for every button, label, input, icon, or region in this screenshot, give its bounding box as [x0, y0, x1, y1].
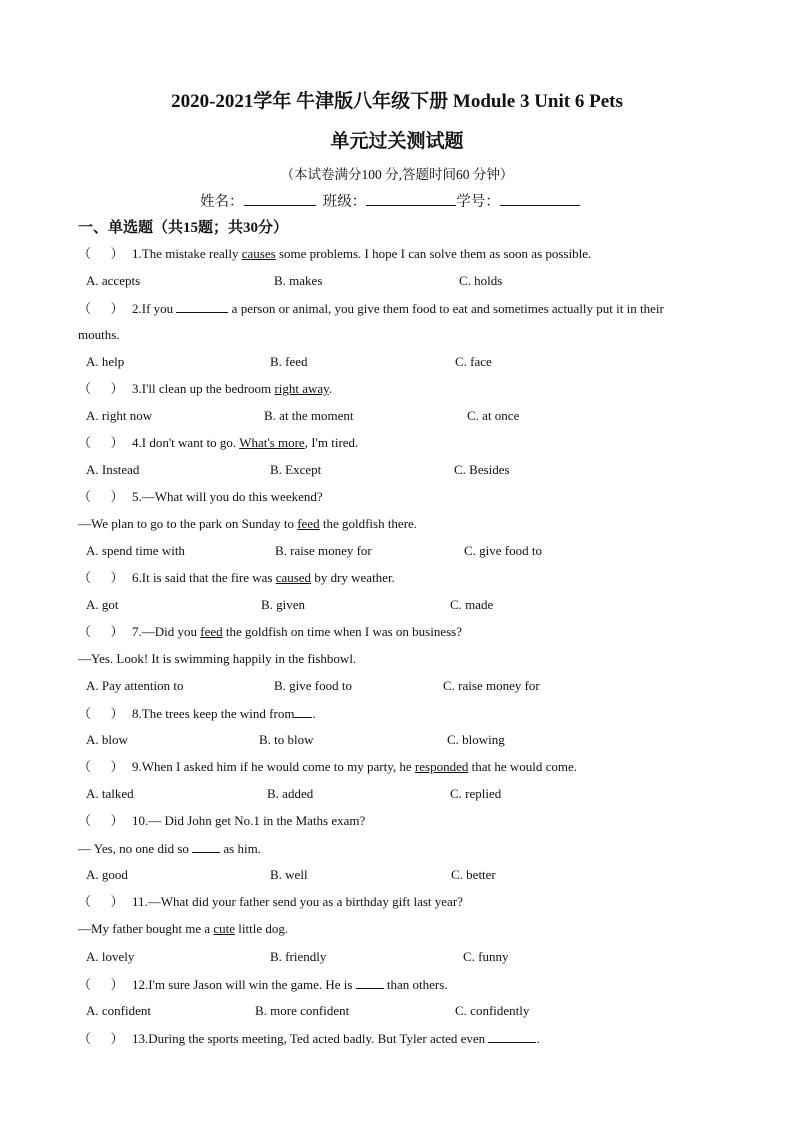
question-text: — Yes, no one did so — [78, 841, 193, 856]
option-c[interactable]: C. confidently — [455, 1003, 530, 1018]
option-a[interactable]: A. talked — [86, 786, 134, 801]
question-text: the goldfish there. — [319, 516, 418, 531]
question-9 — [78, 759, 577, 775]
id-blank[interactable] — [500, 192, 580, 206]
answer-blank[interactable] — [356, 976, 384, 989]
answer-bracket[interactable]: （ ） — [78, 246, 124, 261]
question-2 — [78, 300, 664, 317]
question-text: —We plan to go to the park on Sunday to — [78, 516, 298, 531]
question-text: than others. — [383, 977, 448, 992]
id-label: 学号： — [456, 194, 500, 210]
answer-bracket[interactable]: （ ） — [78, 435, 124, 450]
option-b[interactable]: B. given — [261, 597, 306, 612]
question-text: . — [536, 1031, 540, 1046]
question-keyword: causes — [241, 246, 276, 261]
option-a[interactable]: A. blow — [86, 732, 128, 747]
answer-bracket[interactable]: （ ） — [78, 489, 124, 504]
question-6 — [78, 570, 395, 586]
option-a[interactable]: A. spend time with — [86, 543, 185, 558]
question-continuation — [78, 516, 417, 532]
question-text: —My father bought me a — [78, 921, 214, 936]
question-text: 8.The trees keep the wind from — [132, 706, 295, 721]
question-keyword: What's more — [239, 435, 305, 450]
question-text: some problems. I hope I can solve them as soon as possible. — [275, 246, 592, 261]
answer-bracket[interactable]: （ ） — [78, 624, 124, 639]
question-text: . — [328, 381, 333, 396]
answer-blank[interactable] — [192, 840, 220, 853]
question-text: 5.—What will you do this weekend? — [132, 489, 323, 504]
answer-blank[interactable] — [488, 1030, 536, 1043]
option-a[interactable]: A. accepts — [86, 273, 141, 288]
question-4 — [78, 435, 358, 451]
answer-bracket[interactable]: （ ） — [78, 570, 124, 585]
question-7 — [78, 624, 462, 640]
class-label: 班级： — [322, 194, 367, 210]
question-text: 10.— Did John get No.1 in the Maths exam? — [132, 813, 366, 828]
question-text: 13.During the sports meeting, Ted acted badly. But Tyler acted even — [132, 1031, 489, 1046]
option-b[interactable]: B. to blow — [259, 732, 314, 747]
answer-bracket[interactable]: （ ） — [78, 759, 124, 774]
question-keyword: right away — [274, 381, 329, 396]
option-b[interactable]: B. more confident — [255, 1003, 350, 1018]
option-a[interactable]: A. got — [86, 597, 119, 612]
option-a[interactable]: A. help — [86, 354, 125, 369]
option-b[interactable]: B. makes — [274, 273, 323, 288]
answer-blank[interactable] — [176, 300, 228, 313]
question-keyword: feed — [297, 516, 320, 531]
question-text: by dry weather. — [311, 570, 395, 585]
option-a[interactable]: A. Instead — [86, 462, 140, 477]
section-heading: 一、单选题（共15题；共30分） — [78, 220, 289, 236]
option-a[interactable]: A. right now — [86, 408, 153, 423]
option-c[interactable]: C. holds — [459, 273, 503, 288]
answer-bracket[interactable]: （ ） — [78, 894, 124, 909]
option-c[interactable]: C. face — [455, 354, 492, 369]
option-a[interactable]: A. confident — [86, 1003, 151, 1018]
option-c[interactable]: C. at once — [467, 408, 520, 423]
option-c[interactable]: C. better — [451, 867, 496, 882]
question-text: 11.—What did your father send you as a birthday gift last year? — [132, 894, 463, 909]
question-text: . — [312, 706, 316, 721]
answer-bracket[interactable]: （ ） — [78, 1031, 124, 1046]
question-text: , I'm tired. — [304, 435, 359, 450]
question-continuation: —Yes. Look! It is swimming happily in the fishbowl. — [78, 651, 357, 666]
option-b[interactable]: B. feed — [270, 354, 308, 369]
question-keyword: cute — [213, 921, 236, 936]
option-c[interactable]: C. blowing — [447, 732, 505, 747]
question-text: 1.The mistake really — [132, 246, 242, 261]
page-title: 2020-2021学年 牛津版八年级下册 Module 3 Unit 6 Pets — [171, 91, 623, 112]
answer-blank[interactable] — [294, 705, 312, 718]
question-10 — [78, 813, 365, 829]
option-c[interactable]: C. Besides — [454, 462, 510, 477]
option-b[interactable]: B. Except — [270, 462, 322, 477]
question-13 — [78, 1030, 540, 1047]
name-blank[interactable] — [244, 192, 316, 206]
question-text: little dog. — [235, 921, 289, 936]
question-text: 3.I'll clean up the bedroom — [132, 381, 275, 396]
question-1 — [78, 246, 591, 262]
question-5 — [78, 489, 323, 505]
question-text: a person or animal, you give them food to eat and sometimes actually put it in their — [228, 301, 664, 316]
option-b[interactable]: B. give food to — [274, 678, 352, 693]
question-text: 4.I don't want to go. — [132, 435, 240, 450]
option-c[interactable]: C. funny — [463, 949, 509, 964]
question-text: 6.It is said that the fire was — [132, 570, 276, 585]
option-c[interactable]: C. give food to — [464, 543, 542, 558]
question-keyword: caused — [275, 570, 312, 585]
question-8 — [78, 705, 316, 722]
question-continuation: mouths. — [78, 327, 120, 342]
option-a[interactable]: A. Pay attention to — [86, 678, 184, 693]
exam-instructions: （本试卷满分100 分,答题时间60 分钟） — [280, 167, 514, 182]
name-label: 姓名： — [200, 194, 244, 210]
answer-bracket[interactable]: （ ） — [78, 381, 124, 396]
option-b[interactable]: B. well — [270, 867, 308, 882]
answer-bracket[interactable]: （ ） — [78, 301, 124, 316]
option-a[interactable]: A. lovely — [86, 949, 135, 964]
option-c[interactable]: C. raise money for — [443, 678, 540, 693]
question-text: 12.I'm sure Jason will win the game. He is — [132, 977, 356, 992]
option-b[interactable]: B. friendly — [270, 949, 327, 964]
option-b[interactable]: B. at the moment — [264, 408, 354, 423]
class-blank[interactable] — [366, 192, 456, 206]
question-text: 2.If you — [132, 301, 177, 316]
question-text: 7.—Did you — [132, 624, 201, 639]
question-3 — [78, 381, 332, 397]
question-text: as him. — [220, 841, 261, 856]
question-12 — [78, 976, 448, 993]
question-text: 9.When I asked him if he would come to my party, he — [132, 759, 415, 774]
answer-bracket[interactable]: （ ） — [78, 706, 124, 721]
student-info-row — [200, 190, 580, 211]
page-subtitle-title: 单元过关测试题 — [330, 131, 464, 152]
option-c[interactable]: C. replied — [450, 786, 502, 801]
question-11 — [78, 894, 463, 910]
option-a[interactable]: A. good — [86, 867, 128, 882]
question-continuation — [78, 921, 288, 937]
question-continuation — [78, 840, 261, 857]
answer-bracket[interactable]: （ ） — [78, 813, 124, 828]
option-b[interactable]: B. added — [267, 786, 314, 801]
question-keyword: feed — [200, 624, 223, 639]
option-c[interactable]: C. made — [450, 597, 494, 612]
question-text: that he would come. — [468, 759, 578, 774]
option-b[interactable]: B. raise money for — [275, 543, 372, 558]
answer-bracket[interactable]: （ ） — [78, 977, 124, 992]
question-text: the goldfish on time when I was on business? — [222, 624, 463, 639]
question-keyword: responded — [414, 759, 469, 774]
